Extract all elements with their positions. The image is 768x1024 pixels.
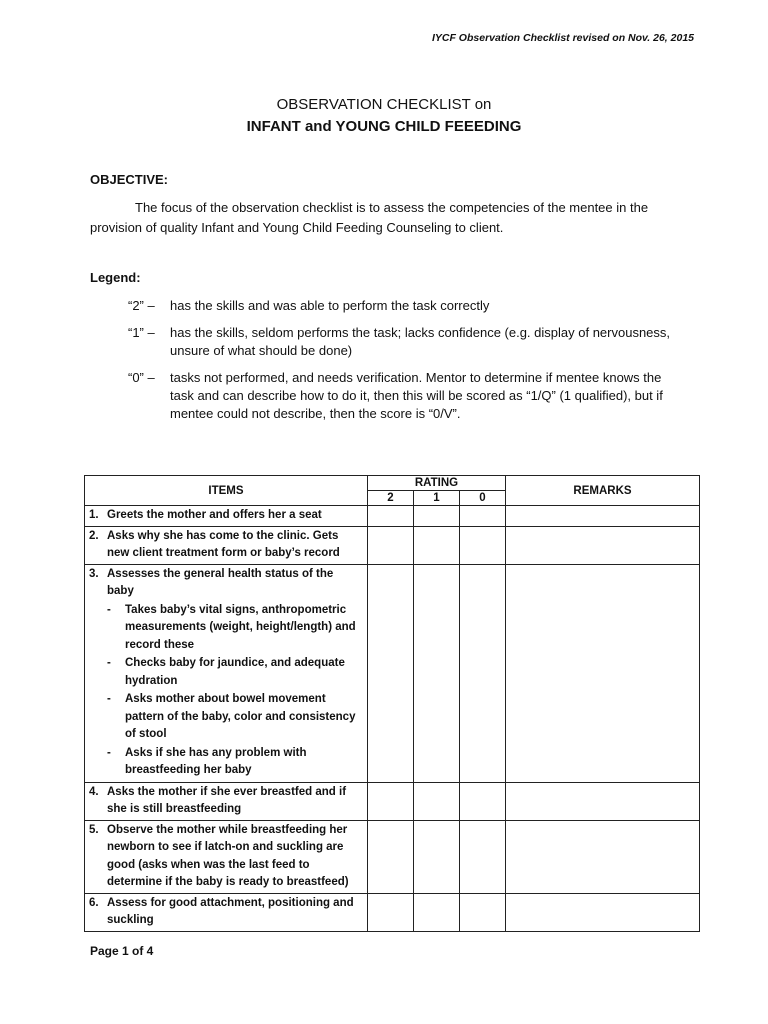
legend-description: has the skills and was able to perform the task correctly [170, 298, 490, 313]
sub-item-text: Asks if she has any problem with breastfeeding her baby [125, 746, 307, 776]
rating-0-cell[interactable] [460, 893, 506, 931]
item-cell [85, 526, 368, 564]
document-title-line2: INFANT and YOUNG CHILD FEEEDING [246, 118, 522, 135]
item-text: Assess for good attachment, positioning and suckling [107, 896, 354, 926]
table-row [85, 820, 700, 893]
table-row [85, 782, 700, 820]
item-number: 4. [89, 785, 99, 798]
item-number: 2. [89, 529, 99, 542]
item-cell [85, 564, 368, 782]
sub-item-text: Takes baby’s vital signs, anthropometric measurements (weight, height/length) and record these [125, 603, 356, 651]
sub-item [107, 655, 363, 690]
item-number: 5. [89, 823, 99, 836]
rating-2-cell[interactable] [368, 564, 414, 782]
legend-item [128, 324, 688, 360]
item-number: 6. [89, 896, 99, 909]
item-text: Assesses the general health status of the baby [107, 567, 334, 597]
rating-2-cell[interactable] [368, 526, 414, 564]
remarks-cell[interactable] [506, 526, 700, 564]
dash-bullet-icon: - [107, 746, 111, 759]
item-text: Greets the mother and offers her a seat [107, 509, 322, 521]
legend-heading: Legend: [90, 270, 141, 285]
rating-0-cell[interactable] [460, 564, 506, 782]
item-text: Observe the mother while breastfeeding her newborn to see if latch-on and suckling are good (asks when was the last feed to determine if the baby is ready to breastfeed) [107, 823, 349, 888]
item-cell [85, 893, 368, 931]
legend-description: has the skills, seldom performs the task; lacks confidence (e.g. display of nervousness, unsure of what should be done) [170, 325, 671, 358]
item-number: 3. [89, 567, 99, 580]
rating-1-header: 1 [414, 491, 460, 506]
rating-0-cell[interactable] [460, 782, 506, 820]
rating-2-cell[interactable] [368, 506, 414, 527]
rating-0-cell[interactable] [460, 820, 506, 893]
dash-bullet-icon: - [107, 603, 111, 616]
rating-1-cell[interactable] [414, 782, 460, 820]
item-cell [85, 820, 368, 893]
rating-1-cell[interactable] [414, 820, 460, 893]
objective-heading: OBJECTIVE: [90, 172, 169, 187]
sub-item-text: Asks mother about bowel movement pattern of the baby, color and consistency of stool [125, 693, 356, 740]
rating-1-cell[interactable] [414, 564, 460, 782]
table-row [85, 893, 700, 931]
legend-description: tasks not performed, and needs verification. Mentor to determine if mentee knows the task and can describe how to do it, then this will be scored as “1/Q” (1 qualified), but if mentee could not describe, then the score is “0/V”. [170, 370, 663, 421]
rating-2-cell[interactable] [368, 893, 414, 931]
item-text: Asks the mother if she ever breastfed and if she is still breastfeeding [107, 785, 347, 815]
table-row [85, 526, 700, 564]
rating-0-cell[interactable] [460, 506, 506, 527]
rating-header: RATING [368, 476, 506, 491]
remarks-cell[interactable] [506, 506, 700, 527]
rating-2-cell[interactable] [368, 820, 414, 893]
item-number: 1. [89, 509, 99, 521]
item-cell [85, 782, 368, 820]
document-revision-note: IYCF Observation Checklist revised on Nov. 26, 2015 [431, 32, 694, 44]
page-number: Page 1 of 4 [90, 944, 154, 958]
table-row [85, 564, 700, 782]
dash-bullet-icon: - [107, 657, 111, 669]
sub-item-text: Checks baby for jaundice, and adequate hydration [125, 657, 345, 687]
rating-0-cell[interactable] [460, 526, 506, 564]
rating-1-cell[interactable] [414, 893, 460, 931]
remarks-cell[interactable] [506, 564, 700, 782]
legend-code: “1” – [128, 325, 155, 340]
sub-item [107, 745, 363, 780]
sub-item [107, 602, 363, 655]
legend-code: “2” – [128, 298, 155, 313]
rating-1-cell[interactable] [414, 526, 460, 564]
observation-checklist-table [84, 475, 700, 932]
remarks-cell[interactable] [506, 820, 700, 893]
item-text: Asks why she has come to the clinic. Gets new client treatment form or baby’s record [107, 529, 340, 559]
rating-2-cell[interactable] [368, 782, 414, 820]
rating-1-cell[interactable] [414, 506, 460, 527]
items-header: ITEMS [85, 476, 368, 506]
sub-item [107, 691, 363, 744]
rating-2-header: 2 [368, 491, 414, 506]
sub-item-list [107, 602, 363, 780]
table-row [85, 506, 700, 527]
objective-text: The focus of the observation checklist is to assess the competencies of the mentee in the provision of quality Infant and Young Child Feeding Counseling to client. [90, 200, 649, 235]
legend-code: “0” – [128, 370, 155, 385]
remarks-cell[interactable] [506, 893, 700, 931]
legend-item [128, 369, 688, 423]
rating-0-header: 0 [460, 491, 506, 506]
remarks-cell[interactable] [506, 782, 700, 820]
remarks-header: REMARKS [506, 476, 700, 506]
document-title-line1: OBSERVATION CHECKLIST on [276, 96, 492, 113]
item-cell [85, 506, 368, 527]
dash-bullet-icon: - [107, 693, 111, 705]
legend-item [128, 297, 688, 315]
